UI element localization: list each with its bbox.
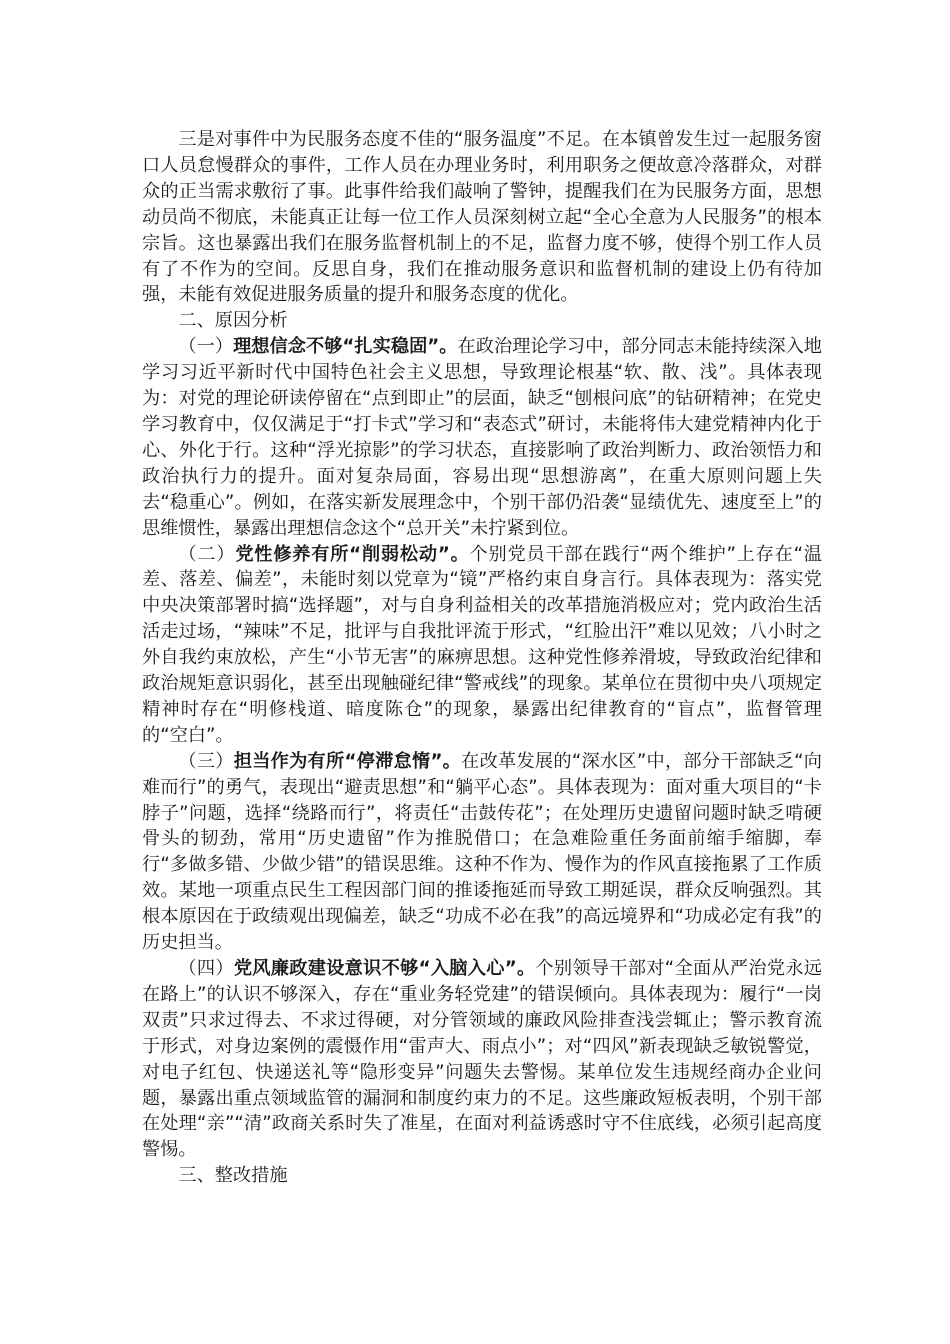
item-integrity	[142, 956, 822, 1163]
document-page	[142, 127, 822, 1189]
item-number: （一）	[178, 336, 234, 358]
item-party-spirit	[142, 542, 822, 749]
section-heading-cause-analysis: 二、原因分析	[178, 310, 288, 332]
item-body: 在改革发展的“深水区”中，部分干部缺乏“向难而行”的勇气，表现出“避责思想”和“躺平心态”。具体表现为：面对重大项目的“卡脖子”问题，选择“绕路而行”，将责任“击鼓传花”；在处理历史遗留问题时缺乏啃硬骨头的韧劲，常用“历史遗留”作为推脱借口；在急难险重任务面前缩手缩脚，奉行“多做多错、少做少错”的错误思维。这种不作为、慢作为的作风直接拖累了工作质效。某地一项重点民生工程因部门间的推诿拖延而导致工期延误，群众反响强烈。其根本原因在于政绩观出现偏差，缺乏“功成不必在我”的高远境界和“功成必定有我”的历史担当。	[142, 750, 822, 954]
item-ideals-beliefs	[142, 334, 822, 541]
item-title: 党风廉政建设意识不够“入脑入心”。	[233, 958, 536, 979]
item-number: （四）	[178, 958, 234, 979]
item-title: 党性修养有所“削弱松动”。	[235, 543, 470, 565]
section-heading-rectification: 三、整改措施	[178, 1165, 288, 1187]
item-title: 理想信念不够“扎实稳固”。	[233, 336, 458, 358]
item-number: （二）	[178, 543, 236, 565]
item-body: 个别领导干部对“全面从严治党永远在路上”的认识不够深入，存在“重业务轻党建”的错误倾向。具体表现为：履行“一岗双责”只求过得去、不求过得硬，对分管领域的廉政风险排查浅尝辄止；警示教育流于形式，对身边案例的震慑作用“雷声大、雨点小”；对“四风”新表现缺乏敏锐警觉，对电子红包、快递送礼等“隐形变异”问题失去警惕。某单位发生违规经商办企业问题，暴露出重点领域监管的漏洞和制度约束力的不足。这些廉政短板表明，个别干部在处理“亲”“清”政商关系时失了准星，在面对利益诱惑时守不住底线，必须引起高度警惕。	[142, 958, 822, 1161]
item-responsibility	[142, 749, 822, 956]
item-body: 个别党员干部在践行“两个维护”上存在“温差、落差、偏差”，未能时刻以党章为“镜”严格约束自身言行。具体表现为：落实党中央决策部署时搞“选择题”，对与自身利益相关的改革措施消极应对；党内政治生活活走过场，“辣味”不足，批评与自我批评流于形式，“红脸出汗”难以见效；八小时之外自我约束放松，产生“小节无害”的麻痹思想。这种党性修养滑坡，导致政治纪律和政治规矩意识弱化，甚至出现触碰纪律“警戒线”的现象。某单位在贯彻中央八项规定精神时存在“明修栈道、暗度陈仓”的现象，暴露出纪律教育的“盲点”，监督管理的“空白”。	[142, 543, 822, 746]
item-number: （三）	[178, 750, 234, 772]
item-body: 在政治理论学习中，部分同志未能持续深入地学习习近平新时代中国特色社会主义思想，导致理论根基“软、散、浅”。具体表现为：对党的理论研读停留在“点到即止”的层面，缺乏“刨根问底”的钻研精神；在党史学习教育中，仅仅满足于“打卡式”学习和“表态式”研讨，未能将伟大建党精神内化于心、外化于行。这种“浮光掠影”的学习状态，直接影响了政治判断力、政治领悟力和政治执行力的提升。面对复杂局面，容易出现“思想游离”，在重大原则问题上失去“稳重心”。例如，在落实新发展理念中，个别干部仍沿袭“显绩优先、速度至上”的思维惯性，暴露出理想信念这个“总开关”未拧紧到位。	[142, 336, 822, 539]
paragraph-service-attitude: 三是对事件中为民服务态度不佳的“服务温度”不足。在本镇曾发生过一起服务窗口人员怠慢群众的事件，工作人员在办理业务时，利用职务之便故意冷落群众，对群众的正当需求敷衍了事。此事件给我们敲响了警钟，提醒我们在为民服务方面，思想动员尚不彻底，未能真正让每一位工作人员深刻树立起“全心全意为人民服务”的根本宗旨。这也暴露出我们在服务监督机制上的不足，监督力度不够，使得个别工作人员有了不作为的空间。反思自身，我们在推动服务意识和监督机制的建设上仍有待加强，未能有效促进服务质量的提升和服务态度的优化。	[142, 129, 822, 306]
item-title: 担当作为有所“停滞怠惰”。	[233, 750, 462, 772]
